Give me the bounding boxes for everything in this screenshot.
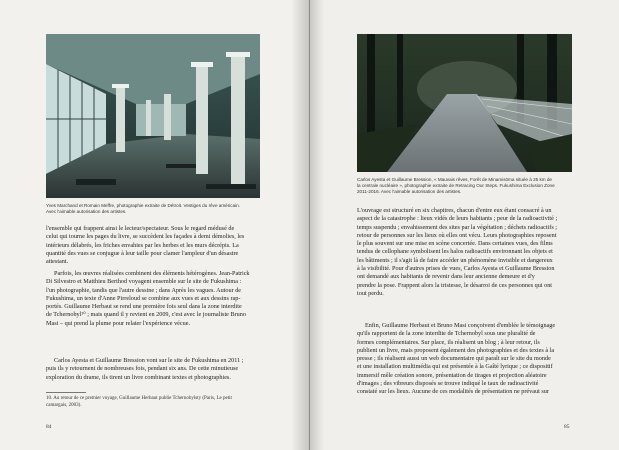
left-gutter-shadow [291, 0, 309, 450]
left-paragraph-1: l'ensemble qui frappent ainsi le lecteur/spectateur. Sous le regard médusé de celui qui tourne les pages du livre, se succèdent les façades à demi démolies, les intérieurs délabrés, les friches envahies par les herbes et les murs décrépis. La quantité des vues se conjugue à leur taille pour clamer l'ampleur d'un désastre attestant. [46, 225, 245, 266]
left-page [0, 0, 309, 450]
left-page-number: 84 [46, 424, 52, 430]
left-photo-caption: Yves Marchand et Romain Meffre, photographie extraite de Détroit. Vestiges du rêve américain. Avec l'aimable autorisation des artistes. [46, 203, 240, 214]
right-page-number: 85 [564, 424, 570, 430]
forest-road-photo [357, 34, 572, 172]
right-page [310, 0, 619, 450]
left-paragraph-2: Parfois, les œuvres réalisées combinent des éléments hétérogènes. Jean-Patrick Di Silvestro et Matthieu Berthod voyagent ensemble sur le site de Fukushima : l'un photographie, tandis que l'autre dessine ; dans Après les vagues. Autour de Fukushima, un texte d'Anne Pirreloud se combine aux vues et aux dessins rap- portés. Guillaume Herbaut se rend une première fois seul dans la zone interdite de Tchernobyl¹⁰ ; mais quand il y revient en 2009, c'est avec le journaliste Bruno Masi – qui prend la plume pour relater l'expérience vécue. [46, 270, 250, 327]
left-footnote: 10. Au retour de ce premier voyage, Guillaume Herbaut publie Tchernobylsty (Paris, Le petit camargais, 2003). [46, 396, 232, 408]
right-gutter-shadow [310, 0, 324, 450]
factory-interior-photo [46, 34, 260, 198]
right-paragraph-2: Enfin, Guillaume Herbaut et Bruno Masi conçoivent d'emblée le témoignage qu'ils rapportent de la zone interdite de Tchernobyl sous une pluralité de formes complémentaires. Sur place, ils réalisent un blog ; à leur retour, ils publient un livre, mais proposent également des photographies et des textes à la presse ; ils réalisent aussi un web documentaire qui paraît sur le site du monde et une installation multimédia qui est présentée à la Gaîté lyrique ; ce dispositif immersif mêle création sonore, présentation de tirages et projection aléatoire d'images ; des vibreurs disposés se trouve indiqué le taux de radioactivité constaté sur les lieux. Aucune de ces modalités de présentation ne prévaut sur [357, 322, 556, 396]
left-paragraph-3: Carlos Ayesta et Guillaume Bression vont sur le site de Fukushima en 2011 ; puis ils y retournent de nombreuses fois, pendant six ans. De cette minutieuse exploration du drame, ils tirent un livre combinant textes et photographies. [46, 357, 244, 381]
right-photo-caption: Carlos Ayesta et Guillaume Bression, « Mauvais rêves, Forêt de Minamisōma située à 25 km de la centrale nucléaire », photographie extraite de Retracing Our Steps. Fukushima Exclusion Zone 2011-2016. Avec l'aimable autorisation des artistes. [357, 177, 555, 194]
forest-road-image [357, 34, 572, 172]
right-paragraph-1: L'ouvrage est structuré en six chapitres, chacun d'entre eux étant consacré à un aspect de la catastrophe : lieux vidés de leurs habitants ; peur de la radioactivité ; temps suspendu ; envahissement des sites par la végétation ; déchets radioactifs ; retour de personnes sur les lieux où elles ont vécu. Leurs photographies reposent le plus souvent sur une mise en scène concertée. Dans certaines vues, des films tendus de cellophane symbolisent les halos radioactifs environnant les objets et les bâtiments ; il s'agit là de faire accéder un phénomène invisible et dangereux à la visibilité. Pour d'autres prises de vues, Carlos Ayesta et Guillaume Bression ont demandé aux habitants de revenir dans leur ancienne demeure et d'y prendre la pose. Frappent alors la tristesse, le désarroi de ces personnes qui ont tout perdu. [357, 207, 558, 297]
factory-interior-image [46, 34, 260, 198]
footnote-rule [46, 392, 86, 393]
